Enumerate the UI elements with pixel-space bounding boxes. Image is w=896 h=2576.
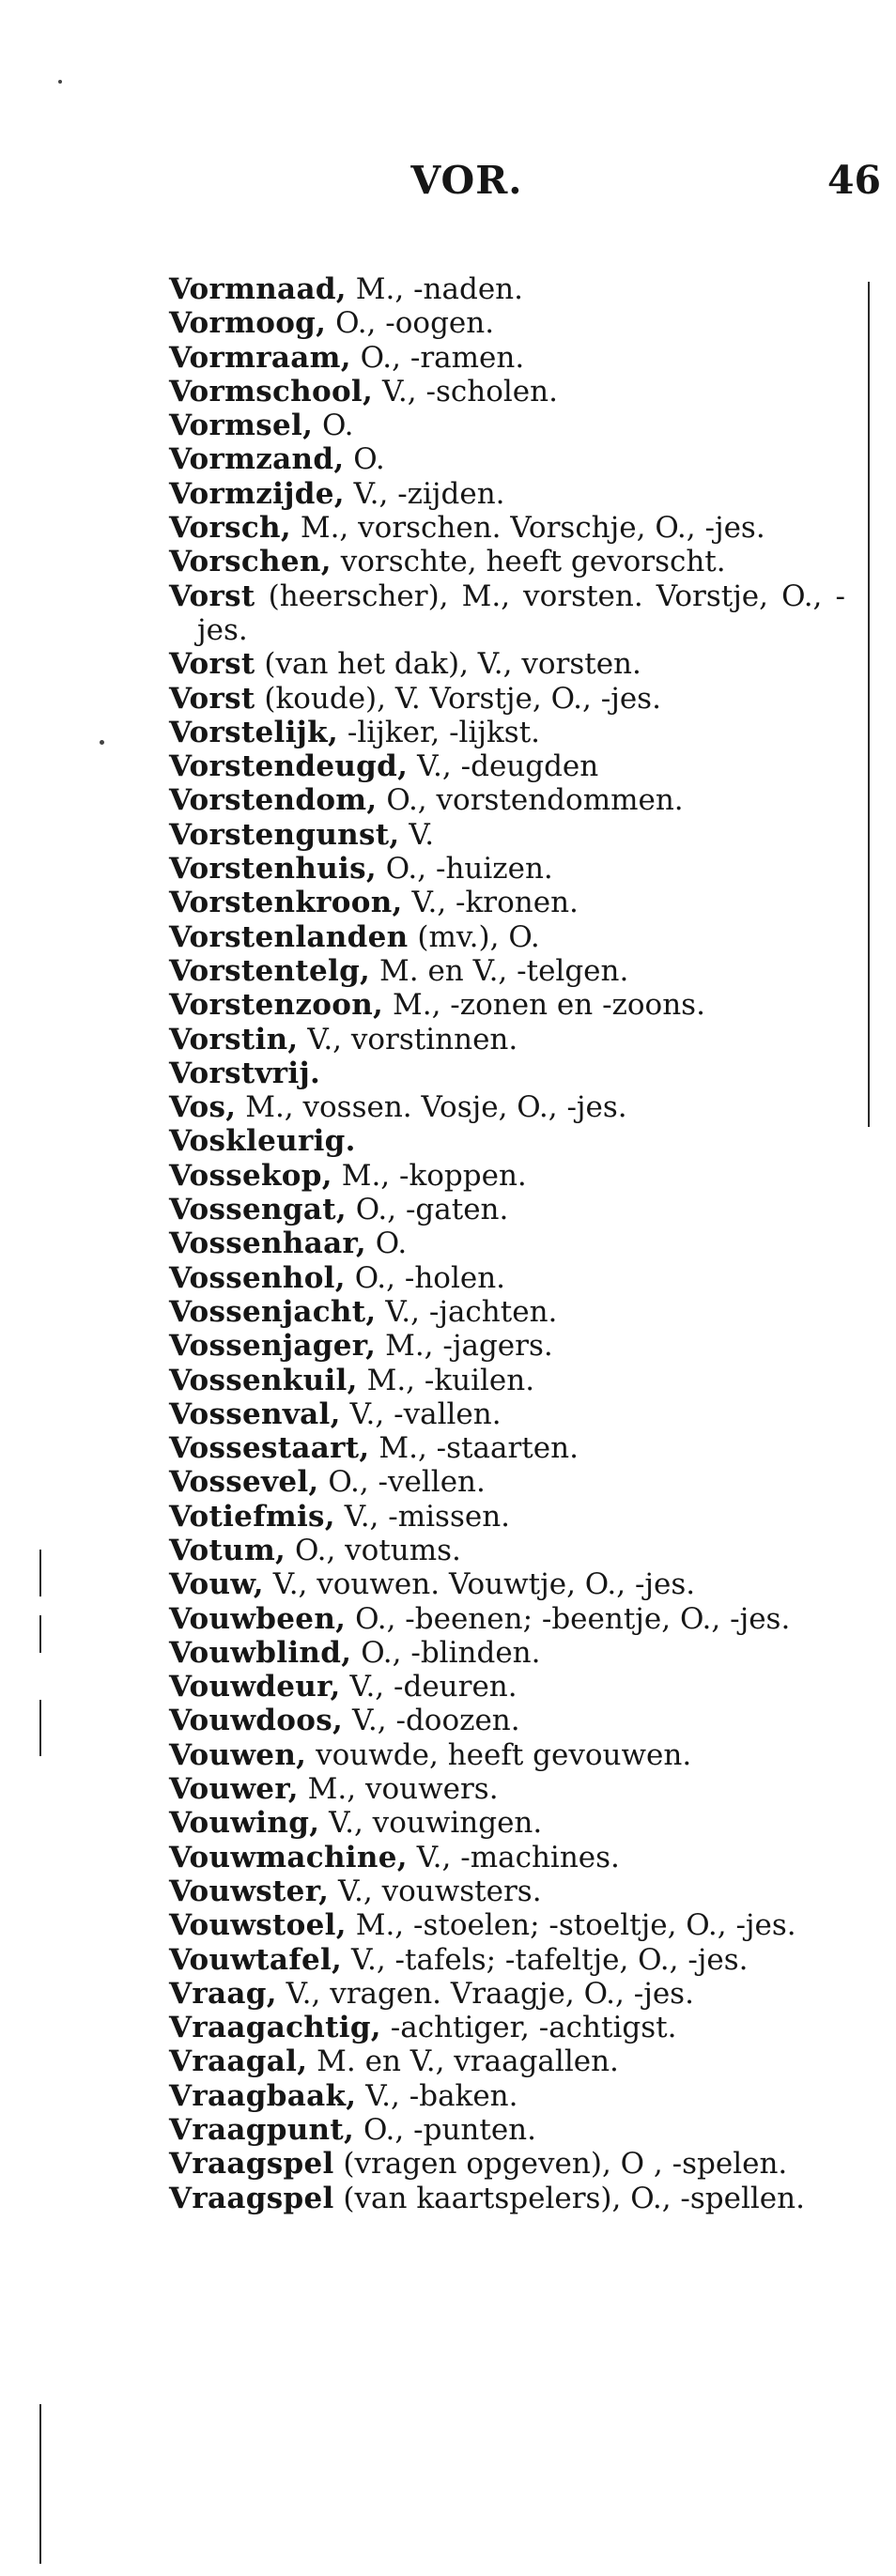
entry-definition: V., -baken. bbox=[356, 2078, 518, 2113]
entry-definition: (heerscher), M., vorsten. Vorstje, O., -jes. bbox=[197, 578, 845, 647]
dictionary-entry bbox=[169, 1261, 845, 1295]
entry-headword: Votiefmis, bbox=[169, 1499, 335, 1534]
entry-headword: Vraagachtig, bbox=[169, 2011, 381, 2045]
margin-rule-left bbox=[39, 2404, 41, 2564]
entry-definition: O., -blinden. bbox=[351, 1635, 541, 1670]
entry-definition: V., -missen. bbox=[334, 1499, 511, 1534]
dictionary-entry bbox=[169, 1465, 845, 1499]
column-rule-right bbox=[868, 282, 870, 1127]
entry-headword: Vossenkuil, bbox=[169, 1363, 358, 1397]
entry-definition: V., -deuren. bbox=[340, 1670, 518, 1704]
entry-definition: O., -oogen. bbox=[326, 306, 495, 341]
entry-definition: V., -tafels; -tafeltje, O., -jes. bbox=[342, 1942, 749, 1977]
entry-headword: Vorsch, bbox=[169, 511, 291, 546]
dictionary-entry bbox=[169, 2147, 845, 2181]
dictionary-entry bbox=[169, 920, 845, 954]
page-header-title: VOR. bbox=[410, 158, 523, 203]
dictionary-entry bbox=[169, 1534, 845, 1567]
entry-headword: Voskleurig. bbox=[169, 1124, 356, 1159]
entry-headword: Vorstendom, bbox=[169, 783, 378, 818]
entry-definition: O., -holen. bbox=[345, 1260, 506, 1295]
entry-definition: M. en V., -telgen. bbox=[370, 953, 629, 988]
dictionary-entry bbox=[169, 1977, 845, 2011]
entry-definition: V., -machines. bbox=[407, 1840, 620, 1874]
dictionary-entry bbox=[169, 272, 845, 306]
dictionary-entry bbox=[169, 375, 845, 409]
dictionary-entry bbox=[169, 477, 845, 511]
entry-headword: Vorstin, bbox=[169, 1022, 299, 1057]
dictionary-entry bbox=[169, 579, 845, 648]
entry-headword: Vouwmachine, bbox=[169, 1840, 408, 1874]
dictionary-entry bbox=[169, 1226, 845, 1260]
entry-definition: (vragen opgeven), O , -spelen. bbox=[333, 2147, 788, 2182]
entry-headword: Vormraam, bbox=[169, 340, 351, 375]
entry-definition: V., -jachten. bbox=[376, 1294, 558, 1329]
entry-headword: Vorstelijk, bbox=[169, 715, 339, 749]
dictionary-entry bbox=[169, 988, 845, 1022]
dictionary-entry bbox=[169, 1159, 845, 1193]
dictionary-entry bbox=[169, 716, 845, 749]
dictionary-entry bbox=[169, 1124, 845, 1158]
dictionary-entry bbox=[169, 1431, 845, 1465]
entry-headword: Vorstentelg, bbox=[169, 953, 371, 988]
entry-definition: O., votums. bbox=[286, 1533, 461, 1567]
dictionary-entry bbox=[169, 1500, 845, 1534]
entry-headword: Vossenjager, bbox=[169, 1329, 377, 1364]
entry-headword: Vraagpunt, bbox=[169, 2113, 355, 2148]
entry-headword: Vossenhaar, bbox=[169, 1226, 366, 1261]
entry-definition: V., -deugden bbox=[408, 749, 599, 784]
dictionary-entry bbox=[169, 1567, 845, 1601]
entry-definition: O., -gaten. bbox=[346, 1193, 509, 1227]
dictionary-entry bbox=[169, 341, 845, 375]
dictionary-entry bbox=[169, 2113, 845, 2147]
dictionary-entry bbox=[169, 1602, 845, 1636]
entry-headword: Vraagal, bbox=[169, 2044, 308, 2079]
entry-definition: M., -koppen. bbox=[332, 1158, 527, 1193]
entry-headword: Vouwdeur, bbox=[169, 1670, 341, 1704]
entry-definition: V., vouwingen. bbox=[319, 1806, 543, 1841]
entry-definition: M., -kuilen. bbox=[357, 1363, 535, 1397]
dictionary-entry bbox=[169, 1295, 845, 1329]
entry-headword: Vormnaad, bbox=[169, 272, 347, 306]
dictionary-entry bbox=[169, 1023, 845, 1057]
entry-headword: Vouwblind, bbox=[169, 1635, 352, 1670]
entry-definition: M., -staarten. bbox=[369, 1431, 579, 1466]
entry-definition: (van kaartspelers), O., -spellen. bbox=[333, 2181, 805, 2215]
entry-headword: Vouwdoos, bbox=[169, 1704, 344, 1738]
dictionary-entry bbox=[169, 682, 845, 716]
dictionary-entry bbox=[169, 1772, 845, 1806]
entry-definition: O. bbox=[313, 409, 354, 443]
entry-headword: Vorstenzoon, bbox=[169, 988, 384, 1023]
entry-headword: Vormzijde, bbox=[169, 476, 345, 511]
dictionary-entry bbox=[169, 2044, 845, 2078]
entry-headword: Vossengat, bbox=[169, 1193, 347, 1227]
dictionary-entry bbox=[169, 1364, 845, 1397]
dictionary-entry bbox=[169, 647, 845, 681]
entry-definition: M., vossen. Vosje, O., -jes. bbox=[236, 1090, 627, 1125]
dictionary-entry bbox=[169, 954, 845, 988]
entry-headword: Vouwtafel, bbox=[169, 1942, 343, 1977]
dictionary-entry bbox=[169, 783, 845, 817]
entry-headword: Vormoog, bbox=[169, 306, 327, 341]
margin-rule-left bbox=[39, 1615, 41, 1653]
entry-headword: Vouwing, bbox=[169, 1806, 320, 1841]
dictionary-entry bbox=[169, 1329, 845, 1363]
entry-definition: M. en V., vraagallen. bbox=[307, 2044, 619, 2079]
entry-headword: Vouwster, bbox=[169, 1874, 330, 1908]
entry-definition: V., -scholen. bbox=[373, 374, 558, 409]
entry-definition: (mv.), O. bbox=[408, 919, 540, 954]
entry-headword: Vorstendeugd, bbox=[169, 749, 409, 784]
entry-definition: (koude), V. Vorstje, O., -jes. bbox=[255, 681, 661, 716]
dictionary-entry-list bbox=[169, 272, 845, 2215]
margin-rule-left bbox=[39, 1550, 41, 1597]
dictionary-entry bbox=[169, 852, 845, 886]
entry-definition: O. bbox=[344, 442, 385, 477]
entry-headword: Vouwstoel, bbox=[169, 1908, 347, 1943]
entry-definition: -lijker, -lijkst. bbox=[338, 715, 541, 749]
entry-definition: M., -stoelen; -stoeltje, O., -jes. bbox=[346, 1908, 796, 1943]
entry-definition: M., vorschen. Vorschje, O., -jes. bbox=[290, 511, 765, 546]
entry-definition: O., -huizen. bbox=[376, 852, 553, 887]
entry-headword: Vorst bbox=[169, 647, 255, 682]
entry-definition: V., -kronen. bbox=[402, 886, 579, 920]
page-number: 46 bbox=[826, 158, 881, 203]
dictionary-entry bbox=[169, 511, 845, 545]
entry-definition: O., -vellen. bbox=[318, 1465, 486, 1500]
entry-headword: Vossestaart, bbox=[169, 1431, 370, 1466]
dictionary-entry bbox=[169, 1704, 845, 1737]
margin-speck bbox=[100, 740, 104, 745]
entry-headword: Vormschool, bbox=[169, 374, 374, 409]
dictionary-entry bbox=[169, 1738, 845, 1772]
dictionary-entry bbox=[169, 1057, 845, 1090]
dictionary-entry bbox=[169, 818, 845, 852]
dictionary-entry bbox=[169, 545, 845, 578]
dictionary-entry bbox=[169, 1908, 845, 1942]
entry-definition: V., vouwsters. bbox=[329, 1874, 542, 1908]
entry-headword: Vorstenkroon, bbox=[169, 886, 403, 920]
entry-definition: vouwde, heeft gevouwen. bbox=[306, 1737, 692, 1772]
entry-headword: Vossevel, bbox=[169, 1465, 319, 1500]
dictionary-entry bbox=[169, 1874, 845, 1908]
entry-headword: Vraagbaak, bbox=[169, 2078, 357, 2113]
dictionary-entry bbox=[169, 442, 845, 476]
entry-headword: Vouwbeen, bbox=[169, 1601, 347, 1636]
dictionary-entry bbox=[169, 1670, 845, 1704]
entry-definition: M., vouwers. bbox=[298, 1772, 499, 1807]
entry-definition: O., -ramen. bbox=[350, 340, 525, 375]
entry-definition: (van het dak), V., vorsten. bbox=[255, 647, 641, 682]
margin-rule-left bbox=[39, 1700, 41, 1756]
entry-headword: Vouw, bbox=[169, 1567, 264, 1602]
entry-definition: M., -naden. bbox=[346, 272, 523, 306]
entry-definition: V., -zijden. bbox=[344, 476, 505, 511]
entry-headword: Vorstvrij. bbox=[169, 1056, 321, 1090]
dictionary-entry bbox=[169, 1636, 845, 1670]
entry-headword: Vraag, bbox=[169, 1976, 277, 2011]
entry-headword: Vorstenhuis, bbox=[169, 852, 377, 887]
dictionary-entry bbox=[169, 1090, 845, 1124]
dictionary-entry bbox=[169, 1841, 845, 1874]
entry-headword: Vormsel, bbox=[169, 409, 314, 443]
entry-definition: M., -zonen en -zoons. bbox=[383, 988, 705, 1023]
entry-definition: M., -jagers. bbox=[376, 1329, 553, 1364]
entry-definition: -achtiger, -achtigst. bbox=[380, 2011, 677, 2045]
entry-definition: V., vorstinnen. bbox=[298, 1022, 518, 1057]
entry-definition: V. bbox=[399, 817, 435, 852]
dictionary-entry bbox=[169, 886, 845, 919]
entry-headword: Vouwen, bbox=[169, 1737, 307, 1772]
entry-headword: Vossenjacht, bbox=[169, 1294, 377, 1329]
entry-headword: Votum, bbox=[169, 1533, 286, 1567]
entry-headword: Vorstengunst, bbox=[169, 817, 400, 852]
margin-speck bbox=[58, 80, 62, 84]
dictionary-entry bbox=[169, 749, 845, 783]
entry-headword: Vos, bbox=[169, 1090, 237, 1125]
entry-definition: V., vouwen. Vouwtje, O., -jes. bbox=[263, 1567, 696, 1602]
dictionary-entry bbox=[169, 306, 845, 340]
entry-definition: vorschte, heeft gevorscht. bbox=[331, 545, 726, 579]
entry-headword: Vormzand, bbox=[169, 442, 345, 477]
dictionary-entry bbox=[169, 409, 845, 442]
entry-headword: Vossekop, bbox=[169, 1158, 332, 1193]
entry-headword: Vorstenlanden bbox=[169, 919, 409, 954]
entry-headword: Vouwer, bbox=[169, 1772, 299, 1807]
entry-headword: Vossenval, bbox=[169, 1396, 341, 1431]
entry-definition: O., -beenen; -beentje, O., -jes. bbox=[346, 1601, 791, 1636]
entry-definition: O. bbox=[365, 1226, 408, 1261]
entry-headword: Vorschen, bbox=[169, 545, 332, 579]
entry-definition: O., vorstendommen. bbox=[377, 783, 684, 818]
dictionary-entry bbox=[169, 1943, 845, 1977]
dictionary-entry bbox=[169, 2011, 845, 2044]
dictionary-entry bbox=[169, 2182, 845, 2215]
dictionary-entry bbox=[169, 1397, 845, 1431]
entry-definition: V., vragen. Vraagje, O., -jes. bbox=[276, 1976, 694, 2011]
entry-headword: Vorst bbox=[169, 681, 255, 716]
entry-definition: V., -doozen. bbox=[343, 1704, 520, 1738]
dictionary-entry bbox=[169, 1193, 845, 1226]
dictionary-entry bbox=[169, 2079, 845, 2113]
entry-headword: Vraagspel bbox=[169, 2147, 334, 2182]
entry-headword: Vossenhol, bbox=[169, 1260, 346, 1295]
entry-headword: Vorst bbox=[169, 578, 255, 613]
entry-headword: Vraagspel bbox=[169, 2181, 334, 2215]
dictionary-entry bbox=[169, 1806, 845, 1840]
entry-definition: V., -vallen. bbox=[340, 1396, 502, 1431]
entry-definition: O., -punten. bbox=[354, 2113, 536, 2148]
